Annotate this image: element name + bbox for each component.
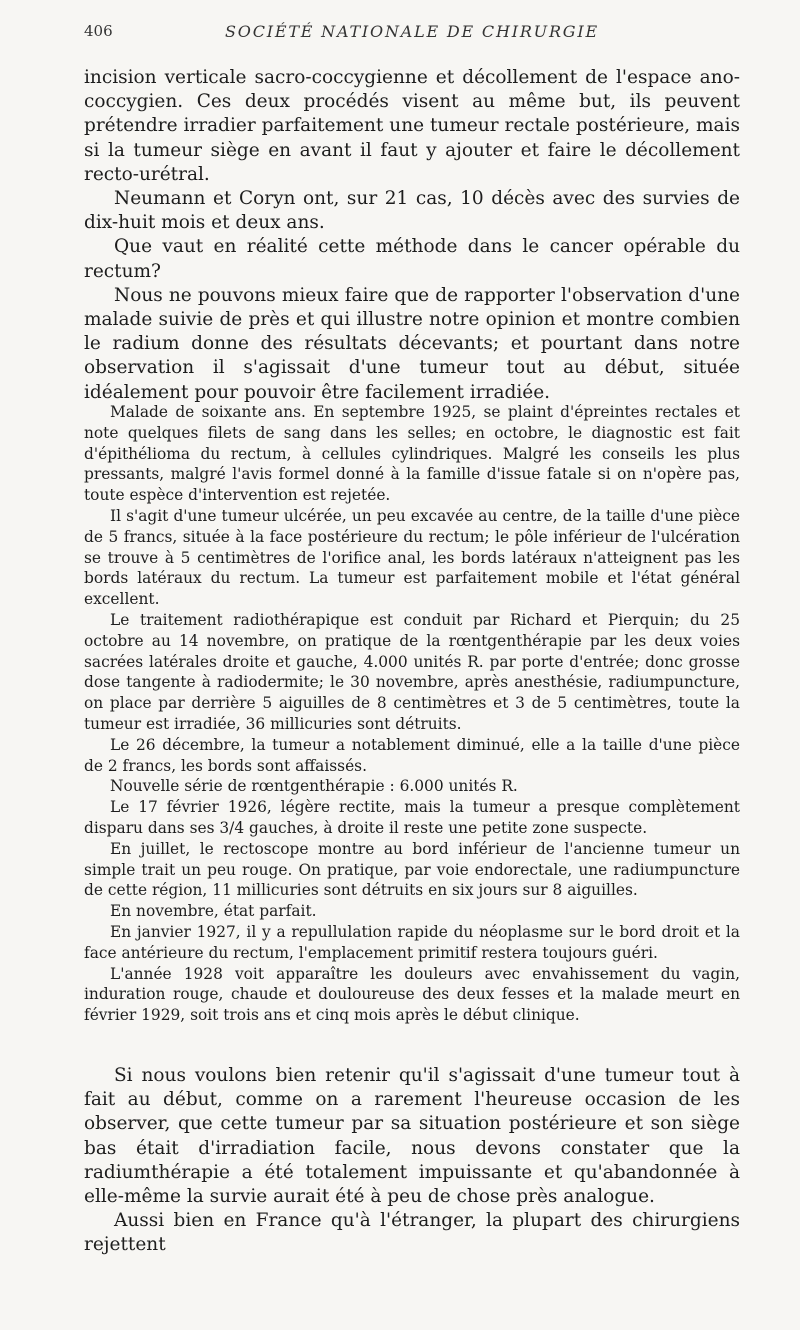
body-paragraph: incision verticale sacro-coccygienne et décollement de l'espace ano-coccygien. Ces deux procédés visent au même but, ils peuvent prétendre irradier parfaitement une tumeur rectale postérieure, mais si la tumeur siège en avant il faut y ajouter et faire le décollement recto-urétral. [84,67,740,185]
observation-paragraph: Malade de soixante ans. En septembre 1925, se plaint d'épreintes rectales et note quelques filets de sang dans les selles; en octobre, le diagnostic est fait d'épithélioma du rectum, à cellules cylindriques. Malgré les conseils les plus pressants, malgré l'avis formel donné à la famille d'issue fatale si on n'opère pas, toute espèce d'intervention est rejetée. [84,403,740,505]
case-observation [84,402,740,1026]
observation-paragraph: Il s'agit d'une tumeur ulcérée, un peu excavée au centre, de la taille d'une pièce de 5 francs, située à la face postérieure du rectum; le pôle inférieur de l'ulcération se trouve à 5 centimètres de l'orifice anal, les bords latéraux n'atteignent pas les bords latéraux du rectum. La tumeur est parfaitement mobile et l'état général excellent. [84,506,740,609]
observation-paragraph: En janvier 1927, il y a repullulation rapide du néoplasme sur le bord droit et la face antérieure du rectum, l'emplacement primitif restera toujours guéri. [84,922,740,962]
page-number: 406 [84,22,113,40]
body-paragraph: Que vaut en réalité cette méthode dans le cancer opérable du rectum? [84,236,740,282]
body-paragraph: Neumann et Coryn ont, sur 21 cas, 10 décès avec des survies de dix-huit mois et deux ans. [84,188,740,234]
observation-paragraph: Le 26 décembre, la tumeur a notablement diminué, elle a la taille d'une pièce de 2 francs, les bords sont affaissés. [84,735,740,775]
observation-paragraph: En juillet, le rectoscope montre au bord inférieur de l'ancienne tumeur un simple trait un peu rouge. On pratique, par voie endorectale, une radiumpuncture de cette région, 11 millicuries sont détruits en six jours sur 8 aiguilles. [84,839,740,900]
body-paragraph: Nous ne pouvons mieux faire que de rapporter l'observation d'une malade suivie de près et qui illustre notre opinion et montre combien le radium donne des résultats décevants; et pourtant dans notre observation il s'agissait d'une tumeur tout au début, située idéalement pour pouvoir être facilement irradiée. [84,284,740,403]
running-title: SOCIÉTÉ NATIONALE DE CHIRURGIE [225,22,599,41]
page-header [84,20,740,44]
observation-paragraph: L'année 1928 voit apparaître les douleurs avec envahissement du vagin, induration rouge, chaude et douloureuse des deux fesses et la malade meurt en février 1929, soit trois ans et cinq mois après le début clinique. [84,964,740,1025]
intro-section [84,66,740,405]
observation-paragraph: Nouvelle série de rœntgenthérapie : 6.000 unités R. [110,777,518,796]
observation-paragraph: Le 17 février 1926, légère rectite, mais la tumeur a presque complètement disparu dans ses 3/4 gauches, à droite il reste une petite zone suspecte. [84,798,740,837]
observation-paragraph: Le traitement radiothérapique est conduit par Richard et Pierquin; du 25 octobre au 14 novembre, on pratique de la rœntgenthérapie par les deux voies sacrées latérales droite et gauche, 4.000 unités R. par porte d'entrée; donc grosse dose tangente à radiodermite; le 30 novembre, après anesthésie, radiumpuncture, on place par derrière 5 aiguilles de 8 centimètres et 3 de 5 centimètres, toute la tumeur est irradiée, 36 millicuries sont détruits. [84,610,740,733]
body-paragraph: Si nous voulons bien retenir qu'il s'agissait d'une tumeur tout à fait au début, comme on a rarement l'heureuse occasion de les observer, que cette tumeur par sa situation postérieure et son siège bas était d'irradiation facile, nous devons constater que la radiumthérapie a été totalement impuissante et qu'abandonnée à elle-même la survie aurait été à peu de chose près analogue. [84,1065,740,1208]
observation-paragraph: En novembre, état parfait. [110,902,317,921]
closing-section [84,1064,740,1258]
body-paragraph: Aussi bien en France qu'à l'étranger, la plupart des chirurgiens rejettent [84,1210,740,1256]
